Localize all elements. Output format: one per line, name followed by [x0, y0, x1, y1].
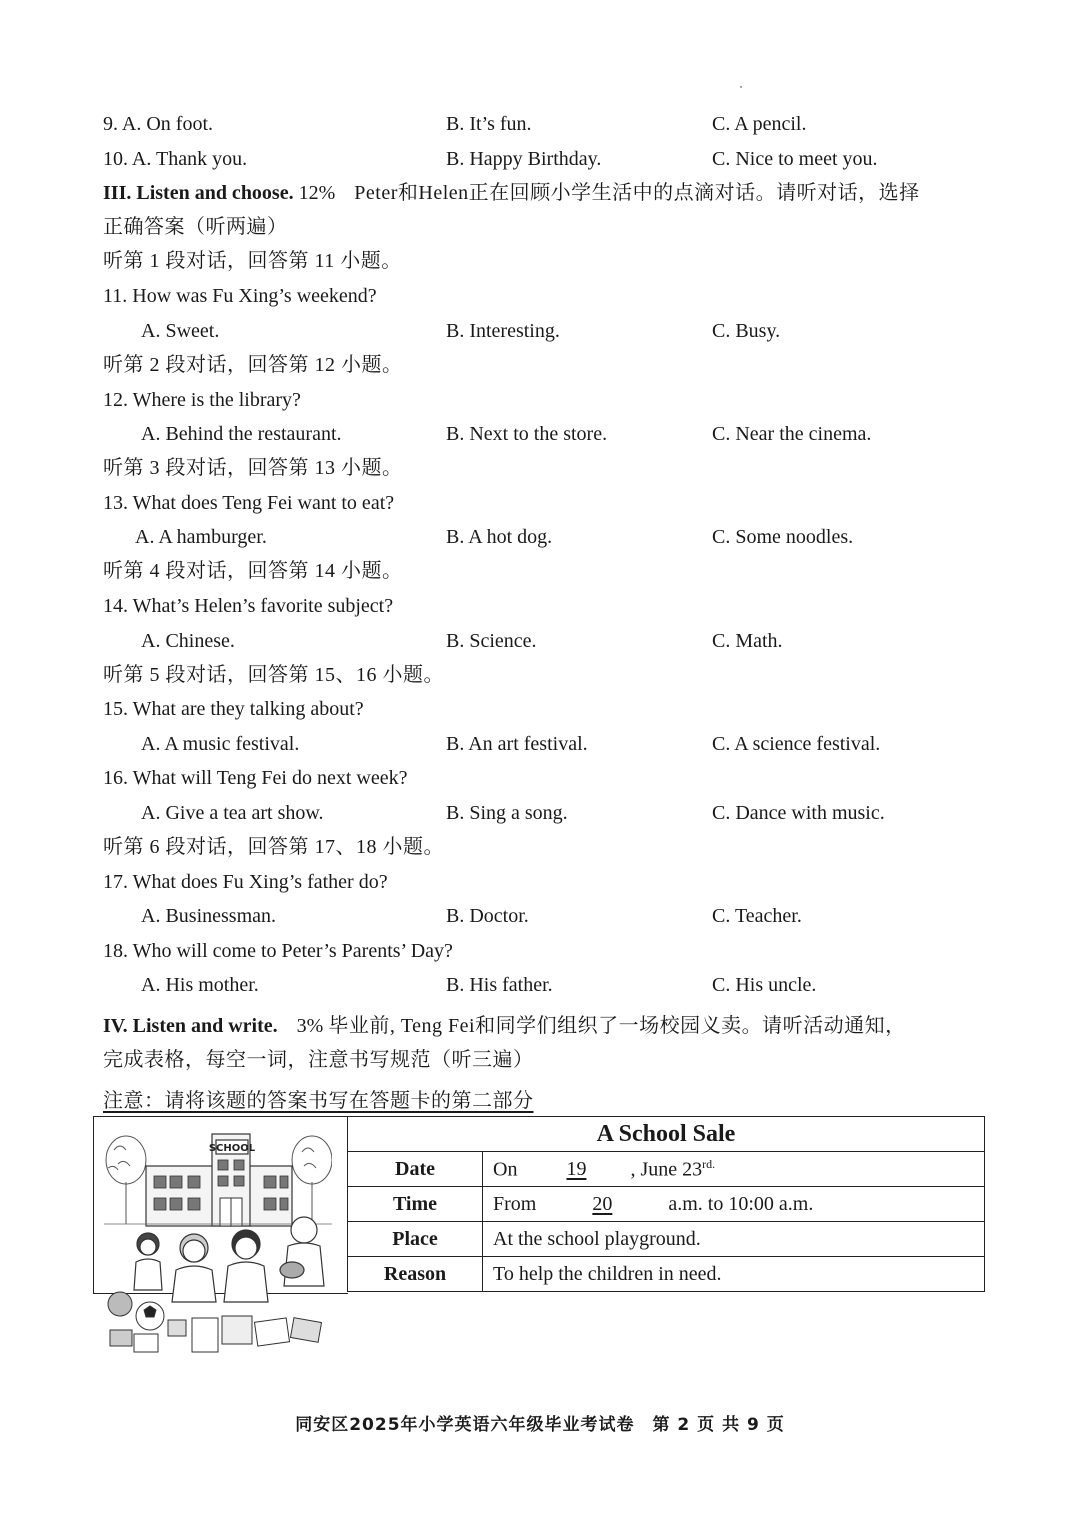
question-17-option-a: A. Businessman.: [141, 905, 276, 927]
date-blank-19: 19: [566, 1158, 587, 1181]
question-15: 15. What are they talking about?: [103, 698, 364, 720]
question-12-option-b: B. Next to the store.: [446, 423, 608, 445]
question-9-option-c: C. A pencil.: [712, 113, 807, 135]
question-18-option-c: C. His uncle.: [712, 974, 817, 996]
question-12-option-c: C. Near the cinema.: [712, 423, 872, 445]
table-row: [348, 1187, 985, 1222]
question-14: 14. What’s Helen’s favorite subject?: [103, 595, 394, 617]
question-9-number: 9.: [103, 113, 118, 135]
question-10: [103, 146, 247, 172]
question-14-option-c: C. Math.: [712, 630, 783, 652]
question-18: 18. Who will come to Peter’s Parents’ Day?: [103, 940, 453, 962]
section-4-heading: IV. Listen and write.: [103, 1015, 278, 1037]
question-10-option-a: A. Thank you.: [131, 148, 248, 170]
question-14-option-a: A. Chinese.: [141, 630, 235, 652]
reason-value: To help the children in need.: [483, 1257, 985, 1292]
section-4-header: [103, 1013, 906, 1039]
question-10-option-b: B. Happy Birthday.: [446, 148, 602, 170]
stray-dot: [740, 86, 742, 88]
table-row: [348, 1257, 985, 1292]
question-16: 16. What will Teng Fei do next week?: [103, 767, 408, 789]
dialog-1-prompt: 听第 1 段对话，回答第 11 小题。: [103, 250, 402, 272]
table-title: A School Sale: [348, 1117, 985, 1152]
dialog-5-prompt: 听第 5 段对话，回答第 15、16 小题。: [103, 664, 444, 686]
question-11-option-c: C. Busy.: [712, 320, 781, 342]
question-12-option-a: A. Behind the restaurant.: [141, 423, 342, 445]
question-15-option-c: C. A science festival.: [712, 733, 881, 755]
answer-card-note: 注意：请将该题的答案书写在答题卡的第二部分: [103, 1090, 534, 1112]
question-13-option-a: A. A hamburger.: [135, 526, 267, 548]
section-3-instruction-cont: 正确答案（听两遍）: [103, 216, 288, 238]
date-suffix: , June 23: [630, 1158, 703, 1181]
dialog-6-prompt: 听第 6 段对话，回答第 17、18 小题。: [103, 836, 444, 858]
dialog-3-prompt: 听第 3 段对话，回答第 13 小题。: [103, 457, 403, 479]
time-prefix: From: [493, 1192, 537, 1215]
time-suffix: a.m. to 10:00 a.m.: [668, 1192, 814, 1215]
dialog-4-prompt: 听第 4 段对话，回答第 14 小题。: [103, 560, 403, 582]
place-value: At the school playground.: [483, 1222, 985, 1257]
question-15-option-a: A. A music festival.: [141, 733, 300, 755]
question-13: 13. What does Teng Fei want to eat?: [103, 492, 395, 514]
school-sign: SCHOOL: [208, 1143, 256, 1154]
section-3-instruction: Peter和Helen正在回顾小学生活中的点滴对话。请听对话，选择: [354, 182, 920, 204]
section-3-score: 12%: [298, 182, 336, 204]
question-18-option-b: B. His father.: [446, 974, 553, 996]
question-9-option-a: A. On foot.: [121, 113, 214, 135]
question-14-option-b: B. Science.: [446, 630, 537, 652]
school-sale-table: [347, 1116, 985, 1292]
table-row: [348, 1222, 985, 1257]
section-4-instruction: 毕业前, Teng Fei和同学们组织了一场校园义卖。请听活动通知，: [328, 1015, 906, 1037]
question-10-option-c: C. Nice to meet you.: [712, 148, 878, 170]
question-11: 11. How was Fu Xing’s weekend?: [103, 285, 377, 307]
dialog-2-prompt: 听第 2 段对话，回答第 12 小题。: [103, 354, 403, 376]
date-prefix: On: [493, 1158, 518, 1181]
section-4-score: 3%: [296, 1015, 324, 1037]
question-12: 12. Where is the library?: [103, 389, 301, 411]
question-17-option-c: C. Teacher.: [712, 905, 802, 927]
question-11-option-a: A. Sweet.: [141, 320, 220, 342]
question-15-option-b: B. An art festival.: [446, 733, 588, 755]
time-blank-20: 20: [592, 1192, 613, 1215]
question-9-option-b: B. It’s fun.: [446, 113, 532, 135]
page-footer: 同安区2025年小学英语六年级毕业考试卷 第 2 页 共 9 页: [295, 1415, 785, 1435]
time-value: [483, 1187, 985, 1222]
question-18-option-a: A. His mother.: [141, 974, 259, 996]
question-17: 17. What does Fu Xing’s father do?: [103, 871, 388, 893]
question-10-number: 10.: [103, 148, 128, 170]
time-label: Time: [348, 1187, 483, 1222]
question-17-option-b: B. Doctor.: [446, 905, 529, 927]
question-9: [103, 111, 213, 137]
question-11-option-b: B. Interesting.: [446, 320, 560, 342]
section-4-instruction-cont: 完成表格，每空一词，注意书写规范（听三遍）: [103, 1049, 534, 1071]
school-sale-illustration: [104, 1120, 332, 1360]
date-value: [483, 1152, 985, 1187]
date-superscript: rd.: [702, 1156, 716, 1171]
table-row: [348, 1152, 985, 1187]
place-label: Place: [348, 1222, 483, 1257]
question-16-option-c: C. Dance with music.: [712, 802, 885, 824]
question-13-option-c: C. Some noodles.: [712, 526, 854, 548]
date-label: Date: [348, 1152, 483, 1187]
question-16-option-a: A. Give a tea art show.: [141, 802, 324, 824]
section-3-header: [103, 180, 920, 206]
question-13-option-b: B. A hot dog.: [446, 526, 553, 548]
section-3-heading: III. Listen and choose.: [103, 182, 294, 204]
question-16-option-b: B. Sing a song.: [446, 802, 568, 824]
reason-label: Reason: [348, 1257, 483, 1292]
